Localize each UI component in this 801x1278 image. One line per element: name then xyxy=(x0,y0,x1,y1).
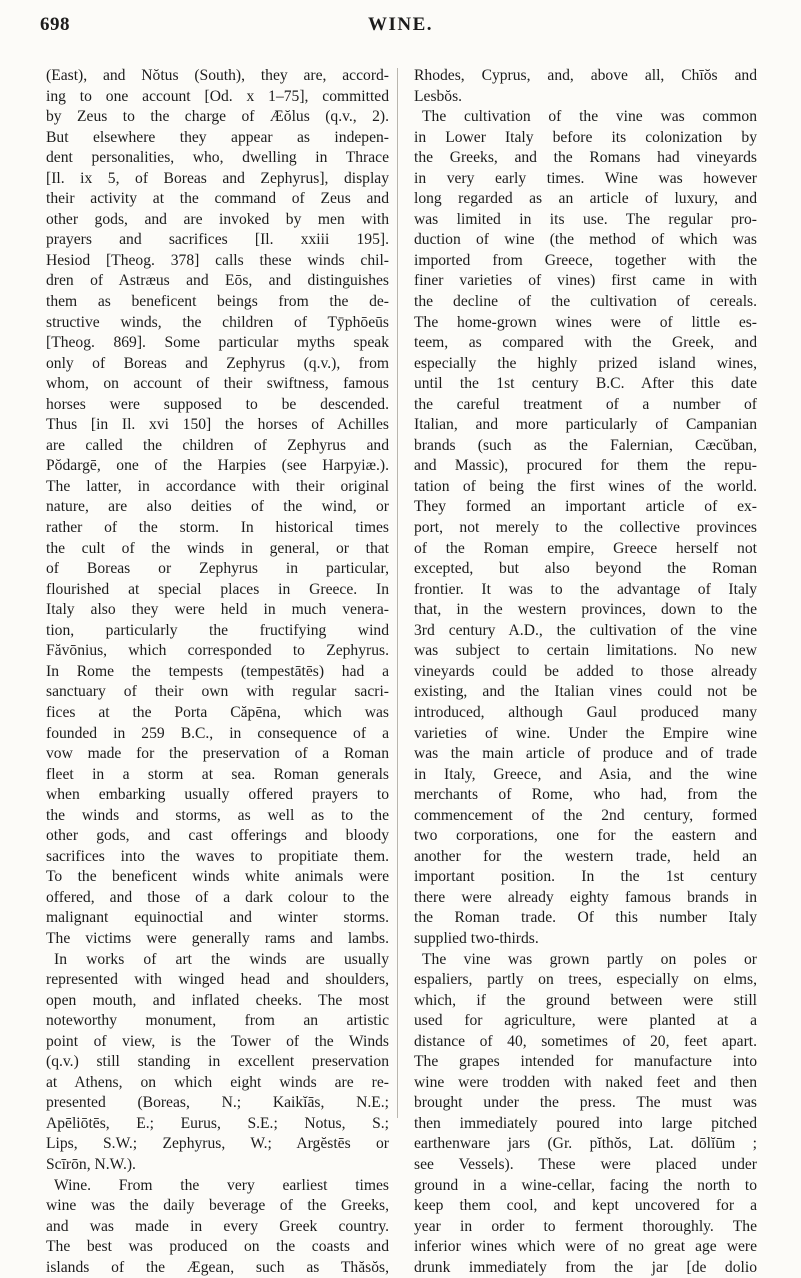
text-line: dent personalities, who, dwelling in Thrace xyxy=(46,149,389,167)
text-line: To the beneficent winds white animals were xyxy=(46,868,389,886)
text-line: whom, on account of their swiftness, famous xyxy=(46,375,389,393)
text-line: In Rome the tempests (tempestātēs) had a xyxy=(46,662,389,680)
text-line: tion, particularly the fructifying wind xyxy=(46,621,389,639)
text-line: flourished at special places in Greece. In xyxy=(46,580,389,598)
text-line: their activity at the command of Zeus and xyxy=(46,190,389,208)
text-line: Apēliōtēs, E.; Eurus, S.E.; Notus, S.; xyxy=(46,1114,389,1132)
text-line: supplied two-thirds. xyxy=(414,929,539,947)
text-line: the careful treatment of a number of xyxy=(414,395,757,413)
text-line: existing, and the Italian vines could not be xyxy=(414,683,757,701)
text-line: fleet in a storm at sea. Roman generals xyxy=(46,765,389,783)
text-line: The cultivation of the vine was common xyxy=(422,108,757,126)
text-line: open mouth, and inflated cheeks. The most xyxy=(46,991,389,1009)
text-line: the decline of the cultivation of cereals. xyxy=(414,293,757,311)
text-line: of the Roman empire, Greece herself not xyxy=(414,539,757,557)
text-line: commencement of the 2nd century, formed xyxy=(414,806,757,824)
text-line: vineyards could be added to those already xyxy=(414,662,757,680)
text-line: dren of Astræus and Eōs, and distinguishes xyxy=(46,272,389,290)
text-line: presented (Boreas, N.; Kaikĭās, N.E.; xyxy=(46,1094,389,1112)
text-line: sanctuary of their own with regular sacri- xyxy=(46,683,389,701)
text-line: year in order to ferment thoroughly. The xyxy=(414,1217,757,1235)
text-line: finer varieties of vines) first came in with xyxy=(414,272,757,290)
text-line: was subject to certain limitations. No new xyxy=(414,642,757,660)
text-line: important position. In the 1st century xyxy=(414,868,757,886)
text-line: prayers and sacrifices [Il. xxiii 195]. xyxy=(46,231,389,249)
text-line: brought under the press. The must was xyxy=(414,1094,757,1112)
text-line: Wine. From the very earliest times xyxy=(54,1176,389,1194)
text-line: 3rd century A.D., the cultivation of the vine xyxy=(414,621,757,639)
text-line: at Athens, on which eight winds are re- xyxy=(46,1073,389,1091)
text-line: by Zeus to the charge of Æŏlus (q.v., 2). xyxy=(46,108,389,126)
text-line: the Greeks, and the Romans had vineyards xyxy=(414,149,757,167)
text-line: other gods, and are invoked by men with xyxy=(46,210,389,228)
text-line: sacrifices into the waves to propitiate them. xyxy=(46,847,389,865)
text-line: drunk immediately from the jar [de dolio xyxy=(414,1258,757,1276)
text-line: Făvōnius, which corresponded to Zephyrus. xyxy=(46,642,389,660)
text-line: (q.v.) still standing in excellent preservation xyxy=(46,1053,389,1071)
text-line: horses were supposed to be descended. xyxy=(46,395,389,413)
text-line: Pŏdargē, one of the Harpies (see Harpyiæ.). xyxy=(46,457,389,475)
text-line: They formed an important article of ex- xyxy=(414,498,757,516)
text-line: was the main article of produce and of trade xyxy=(414,745,757,763)
text-line: Italian, and more particularly of Campanian xyxy=(414,416,757,434)
text-line: was limited in its use. The regular pro- xyxy=(414,210,757,228)
text-line: Rhodes, Cyprus, and, above all, Chīŏs and xyxy=(414,67,757,84)
text-line: in very early times. Wine was however xyxy=(414,169,757,187)
text-line: espaliers, partly on trees, especially on elms, xyxy=(414,971,757,989)
text-line: then immediately poured into large pitched xyxy=(414,1114,757,1132)
text-line: merchants of Rome, who had, from the xyxy=(414,786,757,804)
text-line: introduced, although Gaul produced many xyxy=(414,703,757,721)
text-line: until the 1st century B.C. After this date xyxy=(414,375,757,393)
text-line: only of Boreas and Zephyrus (q.v.), from xyxy=(46,354,389,372)
text-line: Lesbŏs. xyxy=(414,87,463,105)
text-line: noteworthy monument, from an artistic xyxy=(46,1012,389,1030)
text-line: Hesiod [Theog. 378] calls these winds chil- xyxy=(46,251,389,269)
text-line: frontier. It was to the advantage of Italy xyxy=(414,580,757,598)
text-line: vow made for the preservation of a Roman xyxy=(46,745,389,763)
text-line: when embarking usually offered prayers to xyxy=(46,786,389,804)
text-line: Scīrōn, N.W.). xyxy=(46,1155,136,1173)
text-line: are called the children of Zephyrus and xyxy=(46,436,389,454)
text-line: But elsewhere they appear as indepen- xyxy=(46,128,389,146)
text-line: rather of the storm. In historical times xyxy=(46,519,389,537)
text-line: which, if the ground between were still xyxy=(414,991,757,1009)
text-line: The vine was grown partly on poles or xyxy=(422,950,757,968)
left-text-column xyxy=(46,66,389,1278)
text-line: teem, as compared with the Greek, and xyxy=(414,334,757,352)
text-line: The grapes intended for manufacture into xyxy=(414,1053,757,1071)
text-line: excepted, but also beyond the Roman xyxy=(414,560,757,578)
text-line: inferior wines which were of no great age were xyxy=(414,1238,757,1256)
text-line: The victims were generally rams and lambs. xyxy=(46,929,389,947)
text-line: long regarded as an article of luxury, and xyxy=(414,190,757,208)
right-text-column xyxy=(414,66,757,1278)
text-line: the cult of the winds in general, or that xyxy=(46,539,389,557)
text-line: ing to one account [Od. x 1–75], committed xyxy=(46,87,389,105)
text-line: The best was produced on the coasts and xyxy=(46,1238,389,1256)
text-line: structive winds, the children of Tȳphōeūs xyxy=(46,313,389,331)
text-line: offered, and those of a dark colour to the xyxy=(46,888,389,906)
text-line: distance of 40, sometimes of 20, feet apart. xyxy=(414,1032,757,1050)
text-line: in Italy, Greece, and Asia, and the wine xyxy=(414,765,757,783)
text-line: brands (such as the Falernian, Cæcŭban, xyxy=(414,436,757,454)
text-line: In works of art the winds are usually xyxy=(54,950,389,968)
text-line: Italy also they were held in much venera- xyxy=(46,601,389,619)
text-line: nature, are also deities of the wind, or xyxy=(46,498,389,516)
text-line: imported from Greece, together with the xyxy=(414,251,757,269)
text-line: The home-grown wines were of little es- xyxy=(414,313,757,331)
running-title: WINE. xyxy=(367,14,434,35)
text-line: malignant equinoctial and winter storms. xyxy=(46,909,389,927)
text-line: The latter, in accordance with their original xyxy=(46,477,389,495)
text-line: ground in a wine-cellar, facing the north to xyxy=(414,1176,757,1194)
text-line: founded in 259 B.C., in consequence of a xyxy=(46,724,389,742)
text-line: especially the highly prized island wines, xyxy=(414,354,757,372)
text-line: (East), and Nŏtus (South), they are, accord- xyxy=(46,67,389,84)
text-line: them as beneficent beings from the de- xyxy=(46,293,389,311)
page-header xyxy=(40,14,761,40)
text-line: fices at the Porta Căpēna, which was xyxy=(46,703,389,721)
text-line: see Vessels). These were placed under xyxy=(414,1155,757,1173)
page-number: 698 xyxy=(40,14,70,35)
text-line: and was made in every Greek country. xyxy=(46,1217,389,1235)
text-line: wine was the daily beverage of the Greeks, xyxy=(46,1197,389,1215)
text-line: two corporations, one for the eastern and xyxy=(414,827,757,845)
text-line: earthenware jars (Gr. pĭthŏs, Lat. dōlĭūm ; xyxy=(414,1135,757,1153)
text-line: the Roman trade. Of this number Italy xyxy=(414,909,757,927)
text-line: another for the western trade, held an xyxy=(414,847,757,865)
text-line: keep them cool, and kept uncovered for a xyxy=(414,1197,757,1215)
text-line: port, not merely to the collective provinces xyxy=(414,519,757,537)
text-line: wine were trodden with naked feet and then xyxy=(414,1073,757,1091)
text-line: that, in the western provinces, down to the xyxy=(414,601,757,619)
text-line: Lips, S.W.; Zephyrus, W.; Argĕstēs or xyxy=(46,1135,389,1153)
text-line: used for agriculture, were planted at a xyxy=(414,1012,757,1030)
text-line: represented with winged head and shoulders, xyxy=(46,971,389,989)
text-line: there were already eighty famous brands in xyxy=(414,888,757,906)
text-line: of Boreas or Zephyrus in particular, xyxy=(46,560,389,578)
column-divider xyxy=(397,68,398,1118)
text-line: point of view, is the Tower of the Winds xyxy=(46,1032,389,1050)
text-line: duction of wine (the method of which was xyxy=(414,231,757,249)
text-line: [Theog. 869]. Some particular myths speak xyxy=(46,334,389,352)
text-line: in Lower Italy before its colonization by xyxy=(414,128,757,146)
text-line: the winds and storms, as well as to the xyxy=(46,806,389,824)
text-line: tation of being the first wines of the world. xyxy=(414,477,757,495)
text-line: varieties of wine. Under the Empire wine xyxy=(414,724,757,742)
text-line: and Massic), procured for them the repu- xyxy=(414,457,757,475)
text-line: Thus [in Il. xvi 150] the horses of Achilles xyxy=(46,416,389,434)
text-line: other gods, and cast offerings and bloody xyxy=(46,827,389,845)
text-line: [Il. ix 5, of Boreas and Zephyrus], display xyxy=(46,169,389,187)
text-line: islands of the Ægean, such as Thăsŏs, xyxy=(46,1258,389,1276)
